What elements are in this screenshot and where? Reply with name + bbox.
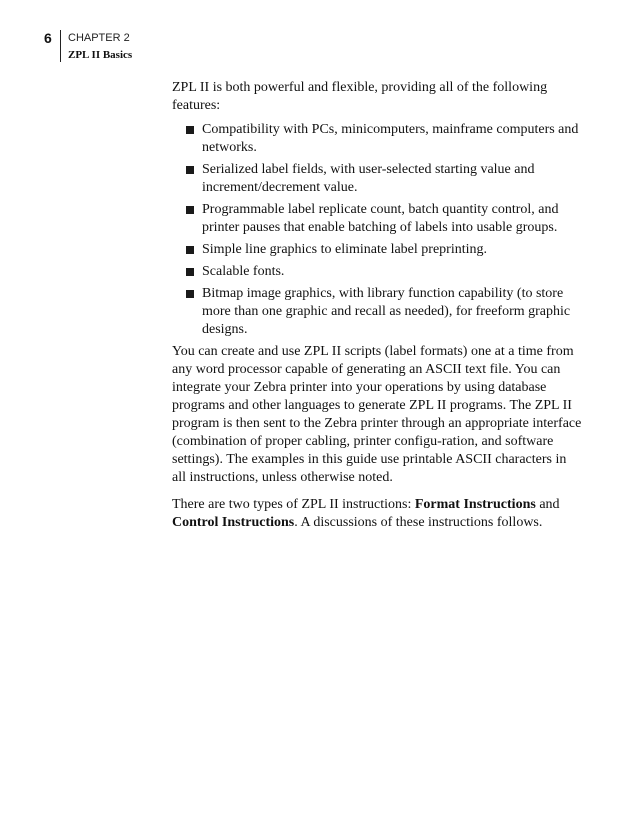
instruction-types-suffix: . A discussions of these instructions follows. — [294, 515, 543, 530]
square-bullet-icon — [186, 206, 194, 214]
list-item — [172, 161, 582, 197]
header-divider — [60, 30, 61, 62]
instruction-types-prefix: There are two types of ZPL II instructions: — [172, 497, 415, 512]
format-instructions-term: Format Instructions — [414, 497, 536, 512]
list-item — [172, 201, 582, 237]
features-list — [172, 121, 582, 339]
main-content — [172, 79, 582, 532]
chapter-title: ZPL II Basics — [68, 49, 133, 61]
scripts-paragraph: You can create and use ZPL II scripts (label formats) one at a time from any word processor capable of generating an ASCII text file. You can integrate your Zebra printer into your operations by using database programs and other languages to generate ZPL II programs. The ZPL II program is then sent to the Zebra printer through an appropriate interface (combination of proper cabling, printer configu-ration, and software settings). The examples in this guide use printable ASCII characters in all instructions, unless otherwise noted. — [172, 344, 582, 485]
list-item-text: Compatibility with PCs, minicomputers, mainframe computers and networks. — [202, 122, 579, 155]
list-item-text: Bitmap image graphics, with library function capability (to store more than one graphic and recall as needed), for freeform graphic designs. — [202, 286, 571, 337]
list-item — [172, 285, 582, 339]
square-bullet-icon — [186, 166, 194, 174]
page-number: 6 — [44, 30, 52, 46]
square-bullet-icon — [186, 290, 194, 298]
intro-paragraph: ZPL II is both powerful and flexible, providing all of the following features: — [172, 80, 548, 113]
instruction-types-paragraph — [172, 496, 582, 532]
chapter-label: CHAPTER 2 — [68, 32, 130, 44]
list-item-text: Scalable fonts. — [202, 264, 285, 279]
list-item — [172, 263, 582, 281]
list-item — [172, 241, 582, 259]
instruction-types-connector: and — [535, 497, 560, 512]
square-bullet-icon — [186, 246, 194, 254]
list-item — [172, 121, 582, 157]
square-bullet-icon — [186, 126, 194, 134]
list-item-text: Simple line graphics to eliminate label preprinting. — [202, 242, 487, 257]
square-bullet-icon — [186, 268, 194, 276]
list-item-text: Programmable label replicate count, batch quantity control, and printer pauses that enable batching of labels into usable groups. — [202, 202, 559, 235]
list-item-text: Serialized label fields, with user-selected starting value and increment/decrement value. — [202, 162, 535, 195]
control-instructions-term: Control Instructions — [172, 515, 295, 530]
